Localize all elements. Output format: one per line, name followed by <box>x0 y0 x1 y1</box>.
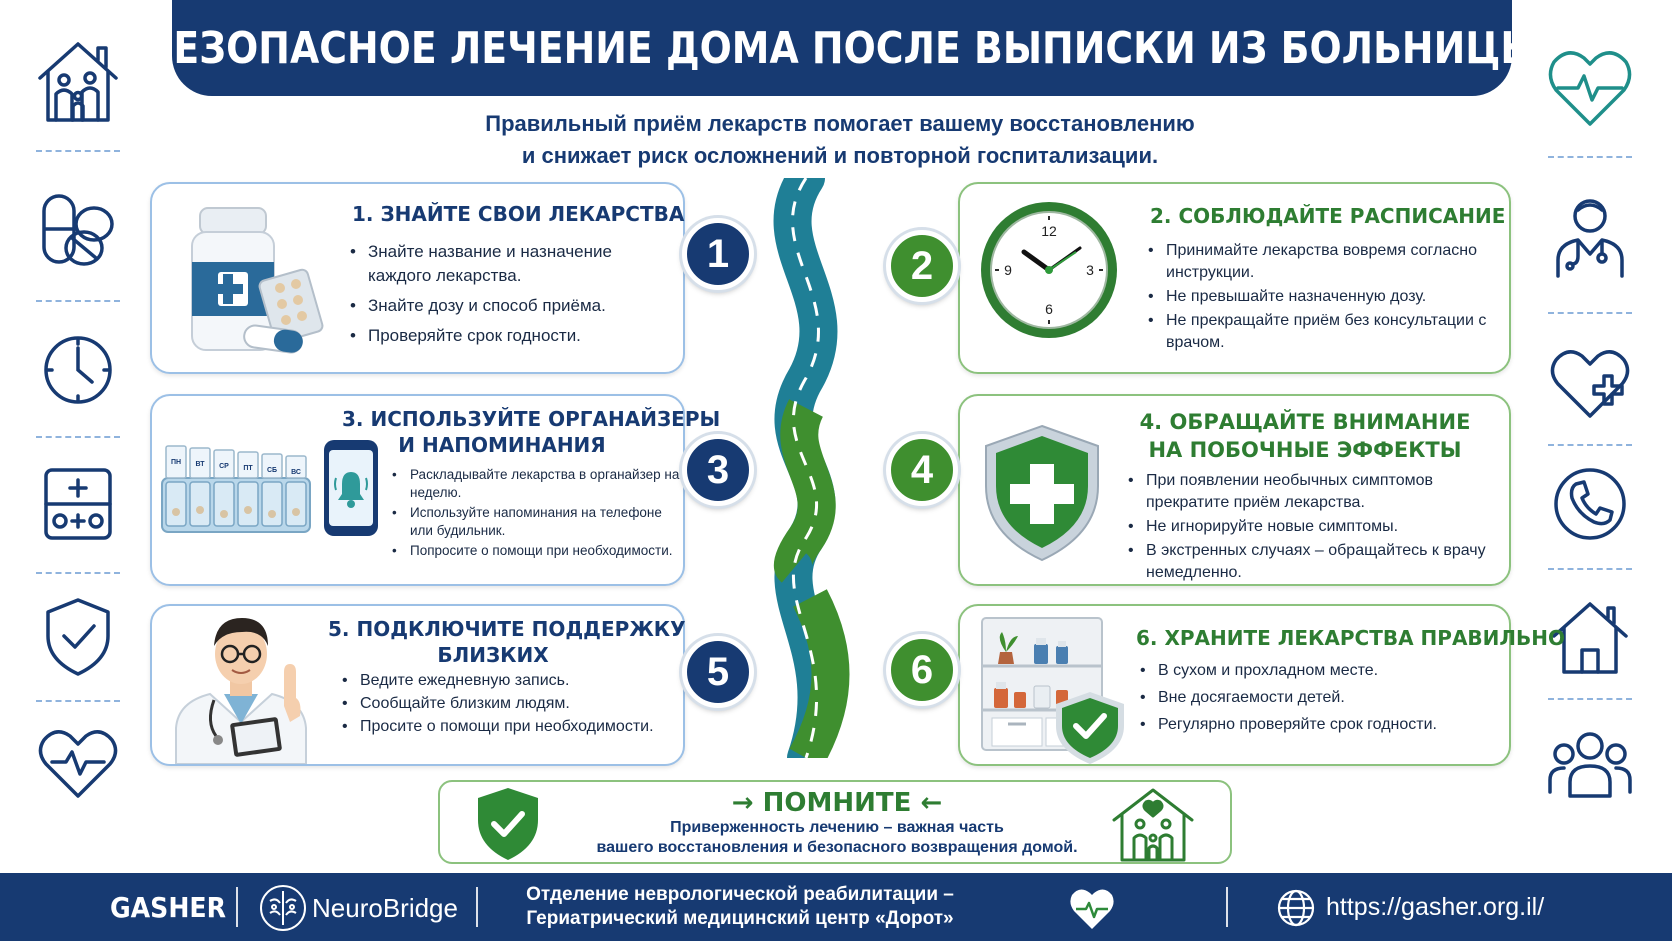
list-item: • Вне досягаемости детей. <box>1138 687 1488 709</box>
card-title <box>342 406 721 458</box>
card-family-support <box>150 604 685 766</box>
heart-pulse-icon <box>32 716 124 808</box>
list-item: • Не превышайте назначенную дозу. <box>1146 286 1496 308</box>
remember-text <box>560 818 1114 858</box>
pill-organizer-icon <box>160 434 312 538</box>
list-item: • Сообщайте близким людям. <box>340 693 670 715</box>
card-list <box>1146 240 1496 356</box>
list-item: • Не игнорируйте новые симптомы. <box>1126 516 1506 538</box>
card-follow-schedule <box>958 182 1511 374</box>
list-item: • Используйте напоминания на телефоне или будильник. <box>390 504 680 540</box>
department-text <box>510 883 970 931</box>
side-separator <box>1548 698 1632 700</box>
list-item: • Регулярно проверяйте срок годности. <box>1138 714 1488 736</box>
card-title: 2. СОБЛЮДАЙТЕ РАСПИСАНИЕ <box>1150 204 1506 228</box>
clock-numeral-12: 12 <box>1041 223 1057 239</box>
pills-icon <box>32 186 124 278</box>
card-title-line-2: И НАПОМИНАНИЯ <box>398 433 606 457</box>
card-title: 6. ХРАНИТЕ ЛЕКАРСТВА ПРАВИЛЬНО <box>1136 626 1565 650</box>
card-list <box>390 466 680 562</box>
side-separator <box>1548 312 1632 314</box>
organizer-day: ВТ <box>195 461 205 468</box>
home-family-icon <box>1110 786 1196 862</box>
card-title-line-1: 5. ПОДКЛЮЧИТЕ ПОДДЕРЖКУ <box>328 617 686 641</box>
medicine-bottle-icon <box>182 204 332 359</box>
clock-numeral-3: 3 <box>1086 262 1094 278</box>
step-number-6: 6 <box>886 634 958 706</box>
brand-gasher: GASHER <box>110 891 227 924</box>
side-separator <box>1548 444 1632 446</box>
heart-cross-icon <box>1544 336 1636 428</box>
page-title: БЕЗОПАСНОЕ ЛЕЧЕНИЕ ДОМА ПОСЛЕ ВЫПИСКИ ИЗ БОЛЬНИЦЫ <box>144 22 1540 74</box>
card-use-organizers <box>150 394 721 586</box>
card-list <box>1138 660 1488 741</box>
brain-logo-icon <box>258 883 308 933</box>
house-family-icon <box>32 36 124 128</box>
list-item: • В сухом и прохладном месте. <box>1138 660 1488 682</box>
organizer-day: ПН <box>170 459 182 466</box>
clock-numeral-9: 9 <box>1004 262 1012 278</box>
card-title-line-2: НА ПОБОЧНЫЕ ЭФФЕКТЫ <box>1148 438 1462 462</box>
list-item: • Проверяйте срок годности. <box>348 324 668 348</box>
remember-line-1: Приверженность лечению – важная часть <box>670 819 1004 836</box>
list-item: • Принимайте лекарства вовремя согласно инструкции. <box>1146 240 1496 284</box>
organizer-day: ВС <box>291 469 301 476</box>
step-number-5: 5 <box>682 636 754 708</box>
website-link[interactable]: https://gasher.org.il/ <box>1326 893 1545 921</box>
card-title-line-2: БЛИЗКИХ <box>437 643 549 667</box>
footer-divider <box>1226 887 1228 927</box>
card-store-medicines <box>958 604 1565 766</box>
heart-pulse-icon <box>1544 40 1636 132</box>
card-side-effects <box>958 394 1511 586</box>
list-item: • Попросите о помощи при необходимости. <box>390 542 680 560</box>
list-item: • Раскладывайте лекарства в органайзер на неделю. <box>390 466 680 502</box>
footer-divider <box>236 887 238 927</box>
subtitle-line-2: и снижает риск осложнений и повторной госпитализации. <box>521 143 1159 168</box>
department-line-1: Отделение неврологической реабилитации – <box>526 884 954 905</box>
footer <box>0 873 1672 941</box>
doctor-icon <box>1544 190 1636 282</box>
title-bar <box>144 0 1540 96</box>
shield-check-icon <box>32 590 124 682</box>
central-road <box>740 178 860 758</box>
subtitle-line-1: Правильный приём лекарств помогает вашему восстановлению <box>485 111 1195 136</box>
card-title-line-1: 3. ИСПОЛЬЗУЙТЕ ОРГАНАЙЗЕРЫ <box>342 407 721 431</box>
card-know-medicines <box>150 182 685 374</box>
remember-title: → ПОМНИТЕ ← <box>731 788 943 818</box>
card-title: 1. ЗНАЙТЕ СВОИ ЛЕКАРСТВА <box>352 202 685 226</box>
step-number-2: 2 <box>886 230 958 302</box>
list-item: • В экстренных случаях – обращайтесь к врачу немедленно. <box>1126 540 1506 584</box>
side-separator <box>36 700 120 702</box>
list-item: • Знайте название и назначение каждого лекарства. <box>348 240 668 288</box>
list-item: • Знайте дозу и способ приёма. <box>348 294 668 318</box>
clock-numeral-6: 6 <box>1045 301 1053 317</box>
calculator-icon <box>32 458 124 550</box>
side-separator <box>36 300 120 302</box>
organizer-day: СР <box>219 463 229 470</box>
card-list <box>340 670 670 739</box>
phone-icon <box>1544 458 1636 550</box>
organizer-day: ПТ <box>243 465 253 472</box>
heart-pulse-icon <box>1068 885 1116 931</box>
side-separator <box>36 436 120 438</box>
people-icon <box>1544 716 1636 808</box>
step-number-4: 4 <box>886 434 958 506</box>
side-separator <box>1548 568 1632 570</box>
step-number-3: 3 <box>682 434 754 506</box>
side-separator <box>36 150 120 152</box>
wall-clock-icon <box>978 196 1120 344</box>
department-line-2: Гериатрический медицинский центр «Дорот» <box>526 908 954 929</box>
step-number-1: 1 <box>682 218 754 290</box>
list-item: • Просите о помощи при необходимости. <box>340 716 670 738</box>
side-separator <box>1548 156 1632 158</box>
list-item: • При появлении необычных симптомов прекратите приём лекарства. <box>1126 470 1506 514</box>
card-list <box>1126 470 1506 586</box>
footer-divider <box>476 887 478 927</box>
list-item: • Не прекращайте приём без консультации с врачом. <box>1146 310 1496 354</box>
subtitle <box>300 108 1380 172</box>
shield-cross-icon <box>980 422 1104 564</box>
brand-neurobridge: NeuroBridge <box>312 893 458 923</box>
clock-icon <box>32 324 124 416</box>
side-separator <box>36 572 120 574</box>
doctor-illustration-icon <box>166 602 316 764</box>
medicine-cabinet-icon <box>978 614 1130 764</box>
organizer-day: СБ <box>266 467 278 474</box>
remember-line-2: вашего восстановления и безопасного возвращения домой. <box>596 839 1078 856</box>
globe-icon <box>1276 888 1316 928</box>
card-title-line-1: 4. ОБРАЩАЙТЕ ВНИМАНИЕ <box>1139 410 1471 434</box>
card-title <box>328 616 686 668</box>
card-title <box>1110 408 1500 464</box>
list-item: • Ведите ежедневную запись. <box>340 670 670 692</box>
card-list <box>348 240 668 354</box>
shield-check-icon <box>474 786 542 862</box>
remember-box <box>438 780 1232 864</box>
